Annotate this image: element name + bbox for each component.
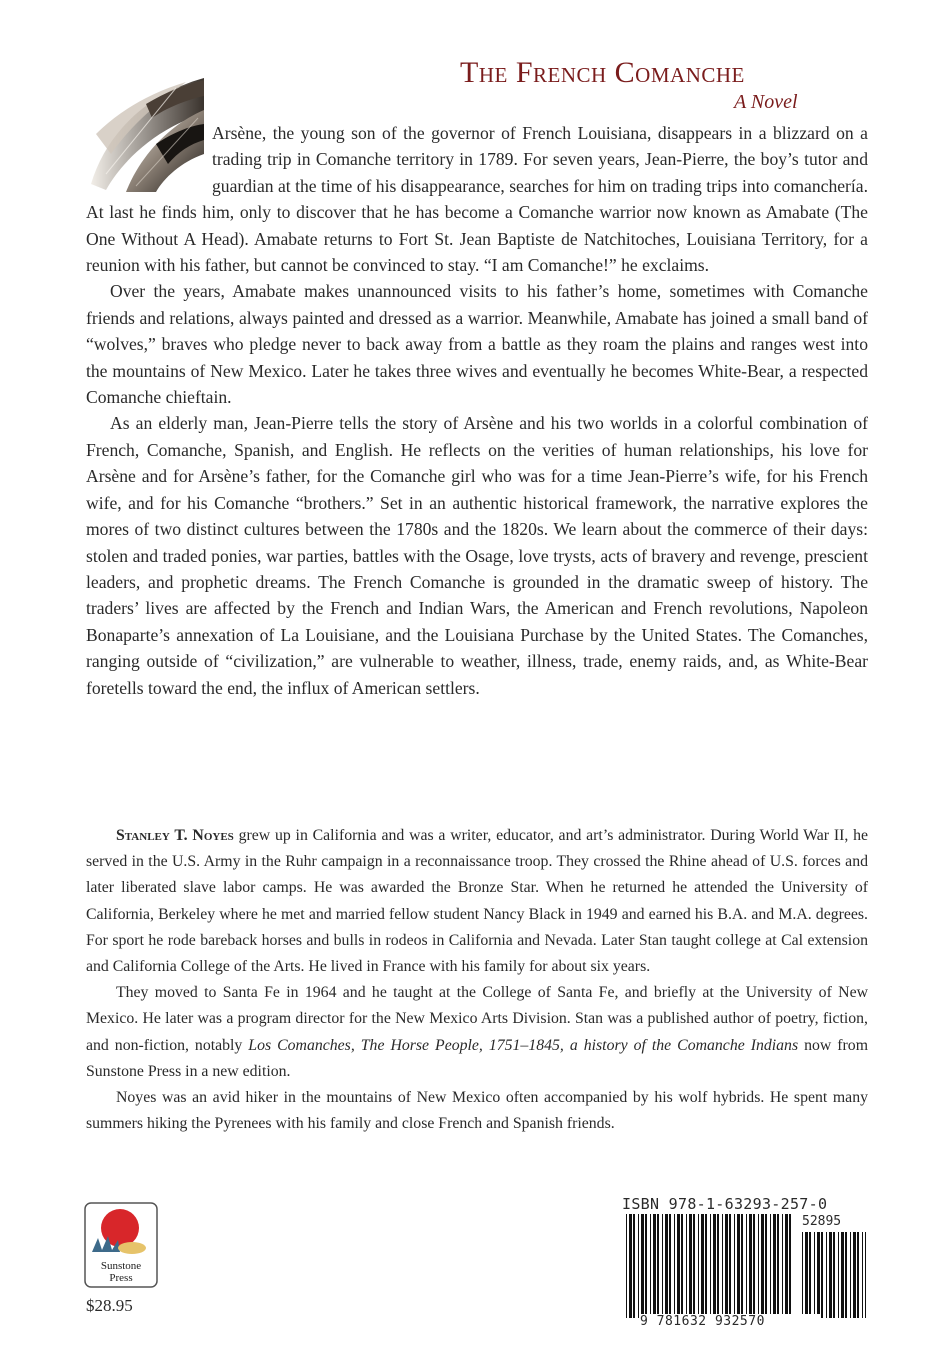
barcode-bar <box>850 1232 851 1318</box>
barcode-bar <box>710 1214 711 1318</box>
bio-text-1: grew up in California and was a writer, educator, and art’s administrator. During World War II, he served in the U.S. Army in the Ruhr campaign in a reconnaissance troop. They crossed the Rhine ahead of U.S. forces and later liberated slave labor camps. He was awarded the Bronze Star. When he returned he attended the University of California, Berkeley where he met and married fellow student Nancy Black in 1949 and earned his B.A. and M.A. degrees. For sport he rode bareback horses and bulls in rodeos in California and Nevada. Later Stan taught college at Cal extension and California College of the Arts. He lived in France with his family for about six years. <box>86 827 868 976</box>
sunstone-press-logo <box>84 1202 158 1288</box>
author-bio <box>86 823 868 1137</box>
feather-spacer <box>86 120 212 196</box>
barcode-bar <box>689 1214 692 1318</box>
barcode-bar <box>681 1214 683 1318</box>
synopsis <box>86 120 868 701</box>
price-code: 52895 <box>802 1214 842 1229</box>
barcode-bar <box>753 1214 755 1318</box>
book-subtitle: A Novel <box>734 91 798 113</box>
barcode-bar <box>841 1232 844 1318</box>
barcode-bar <box>725 1214 728 1318</box>
barcode-bar <box>741 1214 743 1318</box>
barcode-bar <box>862 1232 863 1318</box>
barcode-bar <box>833 1232 835 1318</box>
barcode-bar <box>626 1214 627 1318</box>
barcode-bar <box>686 1214 687 1318</box>
barcode-bar <box>773 1214 776 1318</box>
barcode-bar <box>734 1214 735 1318</box>
bio-text-2b: now from Sunstone Press in a new edition. <box>86 1036 868 1080</box>
barcode-bar <box>838 1232 839 1318</box>
logo-name-line2: Press <box>109 1272 133 1284</box>
synopsis-paragraph-2: Over the years, Amabate makes unannounced visits to his father’s home, sometimes with Comanche friends and relations, always painted and dressed as a warrior. Meanwhile, Amabate has joined a small band of “wolves,” braves who pledge never to back away from a battle as they roam the plains and ranges west into the mountains of New Mexico. Later he takes three wives and eventually he becomes White-Bear, a respected Comanche chieftain. <box>86 281 868 408</box>
synopsis-text-1: Arsène, the young son of the governor of French Louisiana, disappears in a blizzard on a trading trip in Comanche territory in 1789. For seven years, Jean-Pierre, the boy’s tutor and guardian at the time of his disappearance, searches for him on trading trips into comanchería. At last he finds him, only to discover that he has become a Comanche warrior now known as Amabate (The One Without A Head). Amabate returns to Fort St. Jean Baptiste de Natchitoches, Louisiana Territory, for a reunion with his father, but cannot be convinced to stay. “I am Comanche!” he exclaims. <box>86 123 868 276</box>
barcode-bar <box>677 1214 680 1318</box>
barcode-bar <box>693 1214 695 1318</box>
barcode-bar <box>853 1232 856 1318</box>
barcode-bar <box>770 1214 771 1318</box>
barcode-bar <box>746 1214 747 1318</box>
barcode-digits: 9 781632 932570 <box>640 1314 820 1330</box>
barcode-bar <box>857 1232 859 1318</box>
barcode-bar <box>826 1232 827 1318</box>
bio-paragraph-1 <box>86 823 868 980</box>
barcode-bar <box>638 1214 639 1318</box>
barcode-bar <box>805 1232 808 1318</box>
barcode-bar <box>662 1214 663 1318</box>
barcode-bar <box>809 1232 811 1318</box>
synopsis-paragraph-3: As an elderly man, Jean-Pierre tells the story of Arsène and his two worlds in a colorful combination of French, Comanche, Spanish, and English. He reflects on the verities of human relationships, his love for Arsène and for Arsène’s father, for the Comanche girl who was for a time Jean-Pierre’s wife, for his French wife, and for his Comanche “brothers.” Set in an authentic historical framework, the narrative explores the mores of two distinct cultures between the 1780s and the 1820s. We learn about the commerce of their days: stolen and traded ponies, war parties, battles with the Osage, love trysts, acts of bravery and revenge, prescient leaders, and prophetic dreams. The French Comanche is grounded in the dramatic sweep of history. The traders’ lives are affected by the French and Indian Wars, the American and French revolutions, Napoleon Bonaparte’s annexation of La Louisiane, and the Louisiana Purchase by the United States. The Comanches, ranging outside of “civilization,” are vulnerable to weather, illness, trade, enemy raids, and, as White-Bear foretells toward the end, the influx of American settlers. <box>86 413 868 698</box>
barcode-bar <box>765 1214 767 1318</box>
barcode-bar <box>758 1214 759 1318</box>
barcode-bar <box>729 1214 731 1318</box>
price: $28.95 <box>86 1296 133 1315</box>
barcode-bar <box>629 1214 632 1318</box>
barcode-bar <box>865 1232 866 1318</box>
barcode <box>622 1214 870 1324</box>
barcode-bar <box>701 1214 704 1318</box>
barcode-bar <box>817 1232 820 1318</box>
barcode-bar <box>761 1214 764 1318</box>
barcode-bar <box>650 1214 651 1318</box>
isbn-text: ISBN 978-1-63293-257-0 <box>622 1195 828 1213</box>
barcode-bar <box>814 1232 815 1318</box>
barcode-bar <box>749 1214 752 1318</box>
barcode-bar <box>777 1214 779 1318</box>
barcode-bar <box>653 1214 656 1318</box>
barcode-bar <box>641 1214 644 1318</box>
barcode-bar <box>645 1214 647 1318</box>
barcode-bar <box>829 1232 832 1318</box>
barcode-bar <box>705 1214 707 1318</box>
barcode-bar <box>789 1214 791 1318</box>
book-title: The French Comanche <box>460 56 745 89</box>
barcode-bar <box>633 1214 635 1318</box>
synopsis-paragraph-1 <box>86 120 868 278</box>
author-name: Stanley T. Noyes <box>116 827 234 844</box>
barcode-bar <box>802 1232 803 1318</box>
barcode-bar <box>722 1214 723 1318</box>
barcode-bar <box>674 1214 675 1318</box>
barcode-bar <box>782 1214 783 1318</box>
logo-name-line1: Sunstone <box>100 1260 142 1272</box>
book-reference: Los Comanches, The Horse People, 1751–1845, a history of the Comanche Indians <box>248 1036 799 1054</box>
barcode-bar <box>698 1214 699 1318</box>
bio-paragraph-2 <box>86 980 868 1085</box>
barcode-bar <box>845 1232 847 1318</box>
barcode-bar <box>713 1214 716 1318</box>
barcode-bar <box>669 1214 671 1318</box>
barcode-bar <box>737 1214 740 1318</box>
bio-paragraph-3: Noyes was an avid hiker in the mountains of New Mexico often accompanied by his wolf hybrids. He spent many summers hiking the Pyrenees with his family and close French and Spanish friends. <box>86 1089 868 1133</box>
barcode-bar <box>717 1214 719 1318</box>
barcode-bar <box>785 1214 788 1318</box>
barcode-bar <box>657 1214 659 1318</box>
barcode-bar <box>821 1232 823 1318</box>
barcode-bar <box>665 1214 668 1318</box>
bio-text-2a: They moved to Santa Fe in 1964 and he taught at the College of Santa Fe, and briefly at the University of New Mexico. He later was a program director for the New Mexico Arts Division. Stan was a published author of poetry, fiction, and non-fiction, notably <box>86 984 868 1054</box>
